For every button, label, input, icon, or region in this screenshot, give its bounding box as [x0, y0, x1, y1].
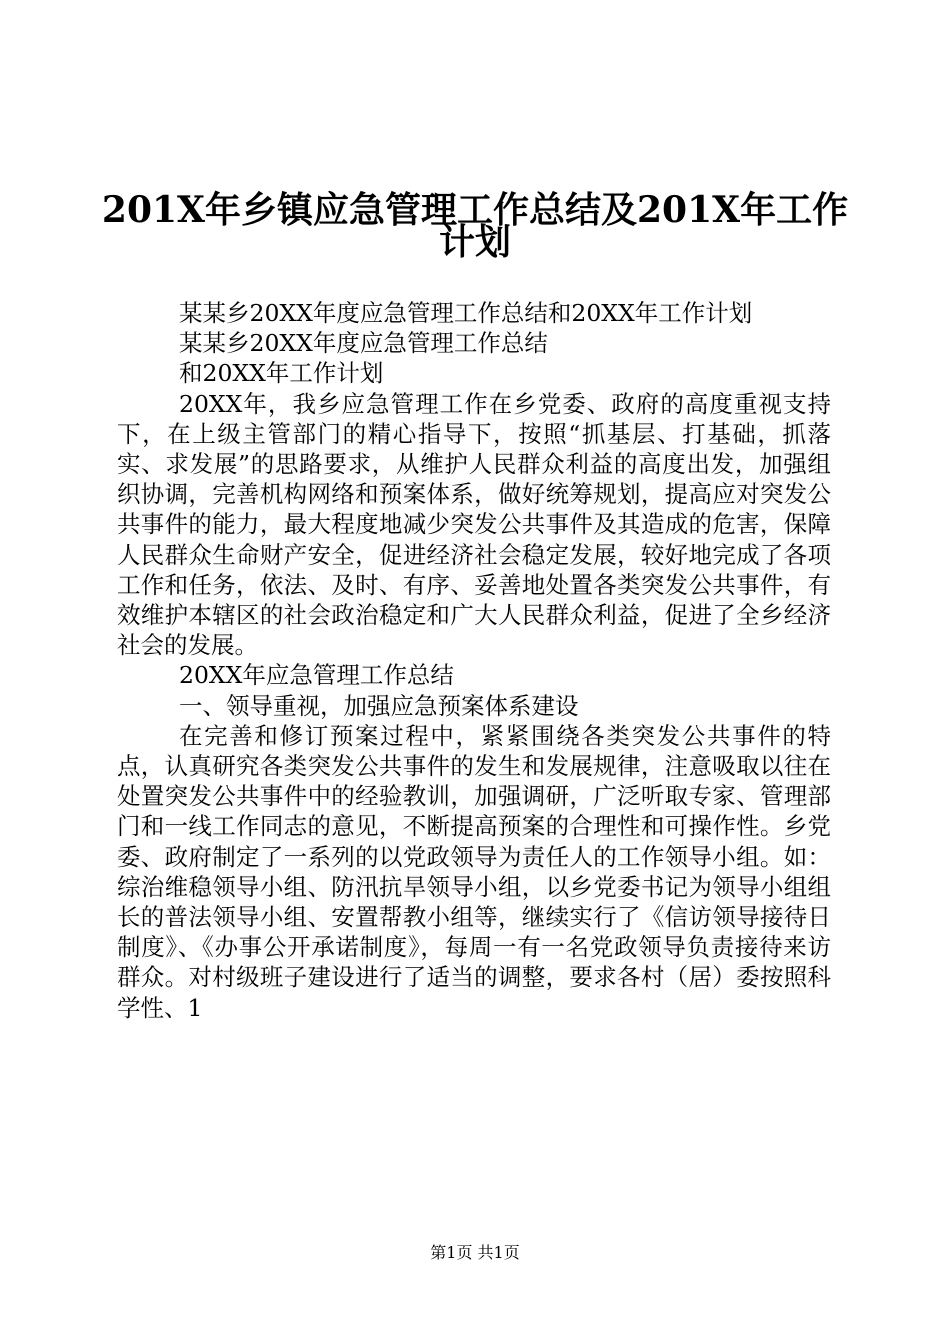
subsection-paragraph: 在完善和修订预案过程中，紧紧围绕各类突发公共事件的特点，认真研究各类突发公共事件的发生和发展规律，注意吸取以往在处置突发公共事件中的经验教训，加强调研，广泛听取专家、管理部门和一线工作同志的意见，不断提高预案的合理性和可操作性。乡党委、政府制定了一系列的以党政领导为责任人的工作领导小组。如：综治维稳领导小组、防汛抗旱领导小组，以乡党委书记为领导小组组长的普法领导小组、安置帮教小组等，继续实行了《信访领导接待日制度》、《办事公开承诺制度》，每周一有一名党政领导负责接待来访群众。对村级班子建设进行了适当的调整，要求各村（居）委按照科学性、1 — [117, 721, 831, 1022]
subtitle-part-1: 某某乡20XX年度应急管理工作总结 — [179, 329, 548, 358]
document-title-line-2: 计划 — [438, 221, 511, 263]
page-footer: 第1页 共1页 — [430, 1243, 520, 1262]
document-title-line-1: 201X年乡镇应急管理工作总结及201X年工作 — [101, 189, 849, 231]
subsection-heading: 一、领导重视，加强应急预案体系建设 — [179, 691, 579, 720]
subtitle-part-2: 和20XX年工作计划 — [179, 359, 384, 388]
intro-paragraph: 20XX年，我乡应急管理工作在乡党委、政府的高度重视支持下，在上级主管部门的精心指导下，按照“抓基层、打基础，抓落实、求发展”的思路要求，从维护人民群众利益的高度出发，加强组织协调，完善机构网络和预案体系，做好统筹规划，提高应对突发公共事件的能力，最大程度地减少突发公共事件及其造成的危害，保障人民群众生命财产安全，促进经济社会稳定发展，较好地完成了各项工作和任务，依法、及时、有序、妥善地处置各类突发公共事件，有效维护本辖区的社会政治稳定和广大人民群众利益，促进了全乡经济社会的发展。 — [117, 389, 831, 660]
subtitle-line: 某某乡20XX年度应急管理工作总结和20XX年工作计划 — [179, 299, 753, 327]
section-heading: 20XX年应急管理工作总结 — [179, 661, 454, 690]
document-body — [117, 298, 831, 1023]
